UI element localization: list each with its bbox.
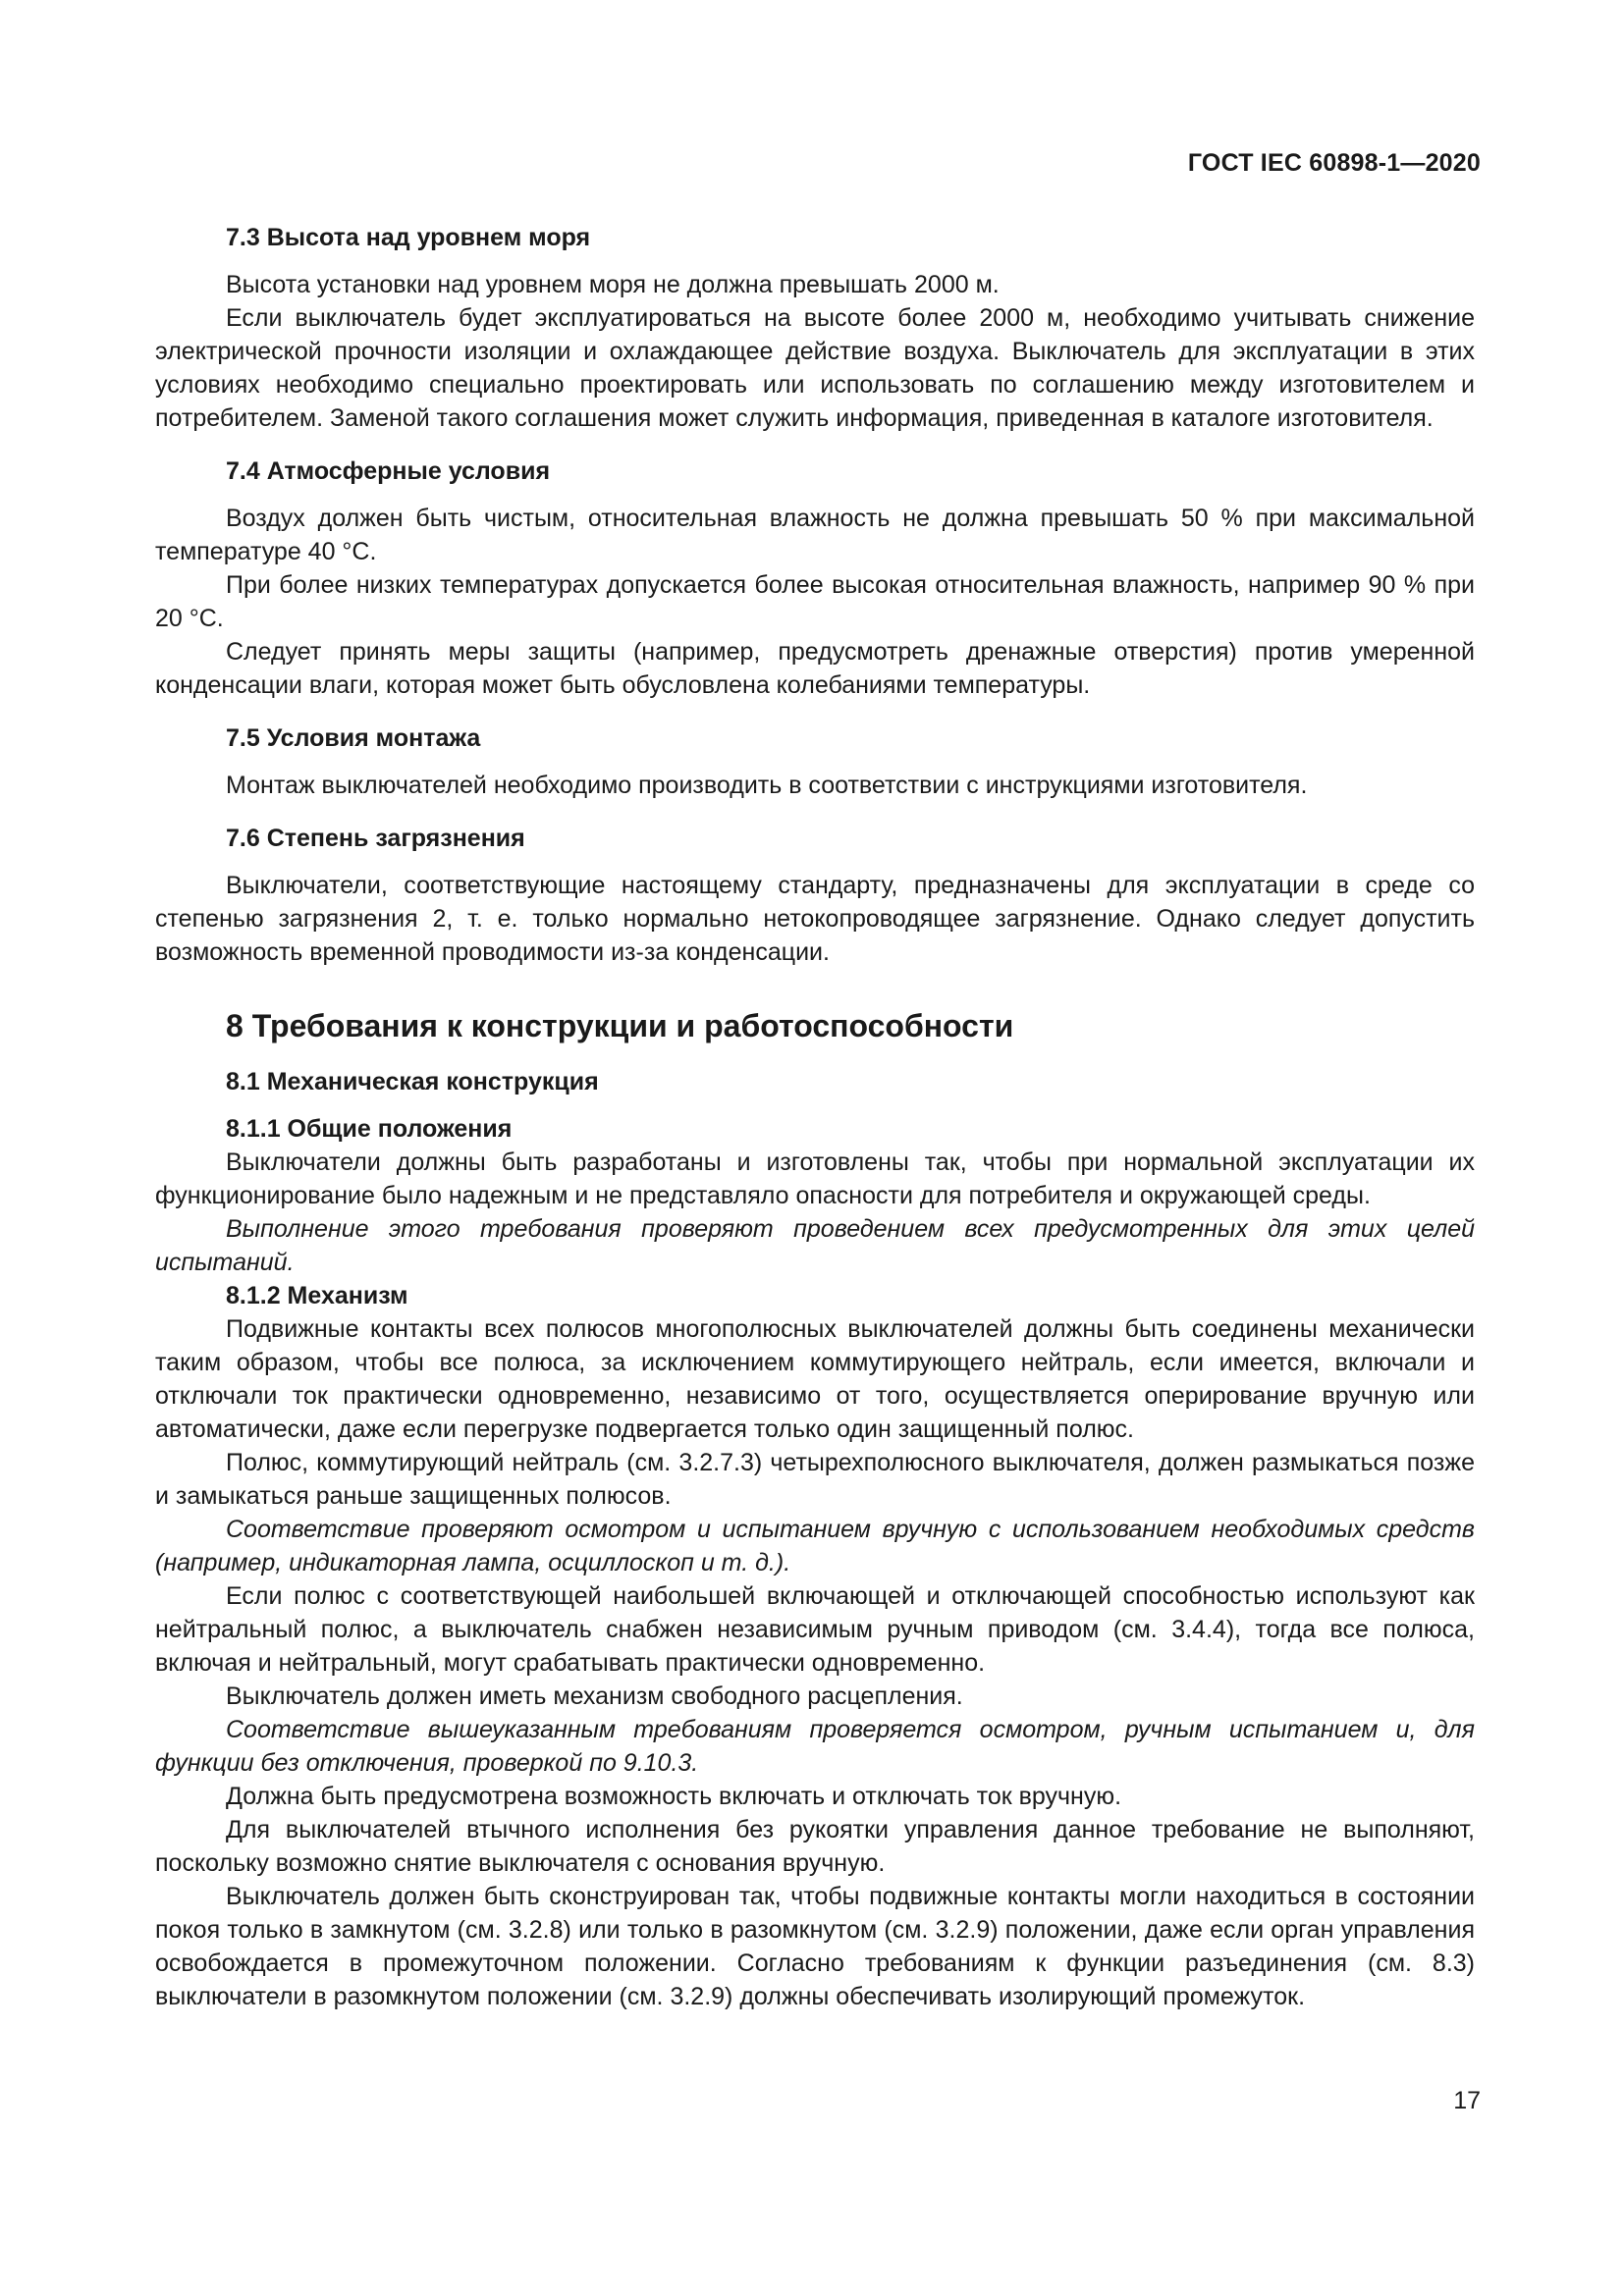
paragraph: Выключатель должен иметь механизм свободного расцепления. (226, 1682, 963, 1710)
paragraph: Следует принять меры защиты (например, предусмотреть дренажные отверстия) против умеренной конденсации влаги, которая может быть обусловлена колебаниями температуры. (155, 638, 1475, 699)
paragraph: Выключатели, соответствующие настоящему стандарту, предназначены для эксплуатации в среде со степенью загрязнения 2, т. е. только нормально нетокопроводящее загрязнение. Однако следует допустить возможность временной проводимости из-за конденсации. (155, 872, 1475, 966)
page-content (155, 221, 1475, 2013)
paragraph-italic: Соответствие проверяют осмотром и испытанием вручную с использованием необходимых средств (например, индикаторная лампа, осциллоскоп и т. д.). (155, 1516, 1475, 1576)
paragraph: При более низких температурах допускается более высокая относительная влажность, например 90 % при 20 °С. (155, 571, 1475, 632)
paragraph: Если выключатель будет эксплуатироваться на высоте более 2000 м, необходимо учитывать снижение электрической прочности изоляции и охлаждающее действие воздуха. Выключатель для эксплуатации в этих условиях необходимо специально проектировать или использовать по соглашению между изготовителем и потребителем. Заменой такого соглашения может служить информация, приведенная в каталоге изготовителя. (155, 304, 1475, 432)
paragraph: Высота установки над уровнем моря не должна превышать 2000 м. (226, 271, 1000, 298)
section-heading-7-4: 7.4 Атмосферные условия (226, 457, 551, 485)
section-heading-7-3: 7.3 Высота над уровнем моря (226, 224, 591, 251)
paragraph: Воздух должен быть чистым, относительная влажность не должна превышать 50 % при максимальной температуре 40 °С. (155, 505, 1475, 565)
section-heading-7-5: 7.5 Условия монтажа (226, 724, 481, 752)
chapter-heading-8: 8 Требования к конструкции и работоспособности (226, 1008, 1014, 1043)
paragraph: Выключатели должны быть разработаны и изготовлены так, чтобы при нормальной эксплуатации их функционирование было надежным и не представляло опасности для потребителя и окружающей среды. (155, 1148, 1475, 1209)
paragraph: Для выключателей втычного исполнения без рукоятки управления данное требование не выполняют, поскольку возможно снятие выключателя с основания вручную. (155, 1816, 1475, 1877)
section-heading-8-1: 8.1 Механическая конструкция (226, 1068, 599, 1095)
paragraph: Полюс, коммутирующий нейтраль (см. 3.2.7.3) четырехполюсного выключателя, должен размыкаться позже и замыкаться раньше защищенных полюсов. (155, 1449, 1475, 1510)
paragraph: Подвижные контакты всех полюсов многополюсных выключателей должны быть соединены механически таким образом, чтобы все полюса, за исключением коммутирующего нейтраль, если имеется, включали и отключали ток практически одновременно, независимо от того, осуществляется оперирование вручную или автоматически, даже если перегрузке подвергается только один защищенный полюс. (155, 1315, 1475, 1443)
paragraph-italic: Выполнение этого требования проверяют проведением всех предусмотренных для этих целей испытаний. (155, 1215, 1475, 1276)
paragraph: Выключатель должен быть сконструирован так, чтобы подвижные контакты могли находиться в состоянии покоя только в замкнутом (см. 3.2.8) или только в разомкнутом (см. 3.2.9) положении, даже если орган управления освобождается в промежуточном положении. Согласно требованиям к функции разъединения (см. 8.3) выключатели в разомкнутом положении (см. 3.2.9) должны обеспечивать изолирующий промежуток. (155, 1883, 1475, 2010)
section-heading-7-6: 7.6 Степень загрязнения (226, 825, 525, 852)
section-heading-8-1-1: 8.1.1 Общие положения (226, 1115, 513, 1143)
paragraph-italic: Соответствие вышеуказанным требованиям проверяется осмотром, ручным испытанием и, для функции без отключения, проверкой по 9.10.3. (155, 1716, 1475, 1777)
paragraph: Монтаж выключателей необходимо производить в соответствии с инструкциями изготовителя. (226, 772, 1308, 799)
paragraph: Должна быть предусмотрена возможность включать и отключать ток вручную. (226, 1783, 1122, 1810)
section-heading-8-1-2: 8.1.2 Механизм (226, 1282, 408, 1309)
page-number: 17 (1453, 2087, 1481, 2114)
paragraph: Если полюс с соответствующей наибольшей включающей и отключающей способностью используют как нейтральный полюс, а выключатель снабжен независимым ручным приводом (см. 3.4.4), тогда все полюса, включая и нейтральный, могут срабатывать практически одновременно. (155, 1582, 1475, 1677)
document-code-header: ГОСТ IEC 60898-1—2020 (1187, 149, 1481, 177)
